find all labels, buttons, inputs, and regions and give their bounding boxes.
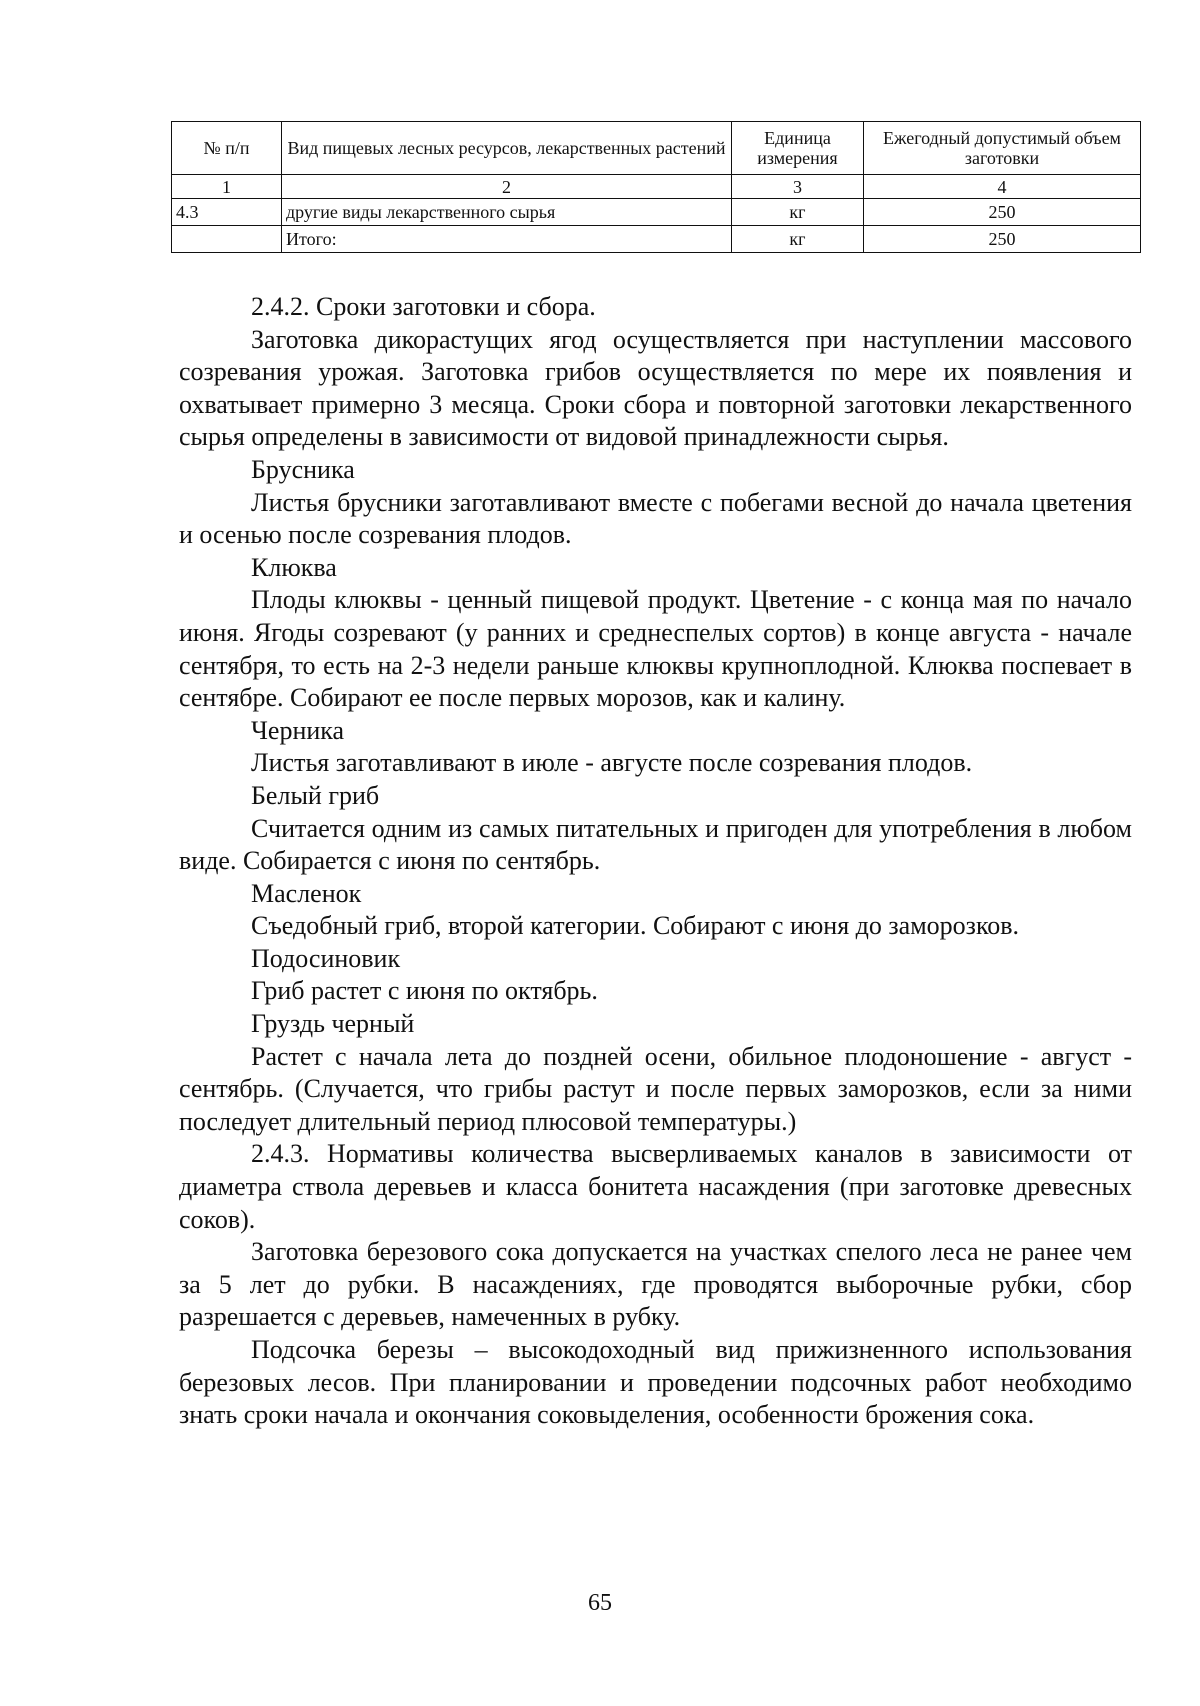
cell-volume: 250: [864, 226, 1141, 253]
cell-resource: другие виды лекарственного сырья: [282, 199, 732, 226]
table-column-numbers-row: [172, 175, 1141, 199]
paragraph: Считается одним из самых питательных и пригоден для употребления в любом виде. Собирается с июня по сентябрь.: [179, 813, 1132, 876]
header-annual-volume: Ежегодный допустимый объем заготовки: [864, 122, 1141, 175]
column-number: 2: [282, 175, 732, 199]
cell-unit: кг: [732, 226, 864, 253]
paragraph: Заготовка березового сока допускается на участках спелого леса не ранее чем за 5 лет до рубки. В насаждениях, где проводятся выборочные рубки, сбор разрешается с деревьев, намеченных в рубку.: [179, 1237, 1132, 1332]
paragraph: Подсочка березы – высокодоходный вид прижизненного использования березовых лесов. При планировании и проведении подсочных работ необходимо знать сроки начала и окончания соковыделения, особенности брожения сока.: [179, 1335, 1132, 1430]
species-heading: Груздь черный: [251, 1009, 415, 1039]
page-number: 65: [588, 1590, 612, 1616]
header-resource-type: Вид пищевых лесных ресурсов, лекарственных растений: [282, 122, 732, 175]
paragraph: Листья заготавливают в июле - августе после созревания плодов.: [251, 748, 973, 778]
species-heading: Масленок: [251, 878, 362, 908]
species-heading: Клюква: [251, 552, 337, 582]
cell-volume: 250: [864, 199, 1141, 226]
body-text: [179, 291, 1132, 1432]
table-row: [172, 199, 1141, 226]
cell-total-label: Итого:: [282, 226, 732, 253]
table-header-row: [172, 122, 1141, 175]
paragraph: Съедобный гриб, второй категории. Собирают с июня до заморозков.: [251, 911, 1020, 941]
header-number: № п/п: [172, 122, 282, 175]
cell-number: [172, 226, 282, 253]
resources-table: [171, 121, 1141, 253]
species-heading: Белый гриб: [251, 780, 380, 810]
cell-number: 4.3: [172, 199, 282, 226]
paragraph: Листья брусники заготавливают вместе с побегами весной до начала цветения и осенью после созревания плодов.: [179, 487, 1132, 550]
section-heading: 2.4.3. Нормативы количества высверливаемых каналов в зависимости от диаметра ствола деревьев и класса бонитета насаждения (при заготовке древесных соков).: [179, 1139, 1132, 1234]
column-number: 1: [172, 175, 282, 199]
species-heading: Брусника: [251, 454, 355, 484]
section-heading: 2.4.2. Сроки заготовки и сбора.: [251, 292, 596, 321]
column-number: 3: [732, 175, 864, 199]
table-total-row: [172, 226, 1141, 253]
paragraph: Плоды клюквы - ценный пищевой продукт. Цветение - с конца мая по начало июня. Ягоды созревают (у ранних и среднеспелых сортов) в конце августа - начале сентября, то есть на 2-3 недели раньше клюквы крупноплодной. Клюква поспевает в сентябре. Собирают ее после первых морозов, как и калину.: [179, 585, 1132, 713]
species-heading: Подосиновик: [251, 943, 401, 973]
paragraph: Гриб растет с июня по октябрь.: [251, 976, 598, 1006]
cell-unit: кг: [732, 199, 864, 226]
column-number: 4: [864, 175, 1141, 199]
species-heading: Черника: [251, 715, 345, 745]
paragraph: Растет с начала лета до поздней осени, обильное плодоношение - август - сентябрь. (Случается, что грибы растут и после первых заморозков, если за ними последует длительный период плюсовой температуры.): [179, 1041, 1132, 1136]
paragraph: Заготовка дикорастущих ягод осуществляется при наступлении массового созревания урожая. Заготовка грибов осуществляется по мере их появления и охватывает примерно 3 месяца. Сроки сбора и повторной заготовки лекарственного сырья определены в зависимости от видовой принадлежности сырья.: [179, 324, 1132, 452]
header-unit: Единица измерения: [732, 122, 864, 175]
